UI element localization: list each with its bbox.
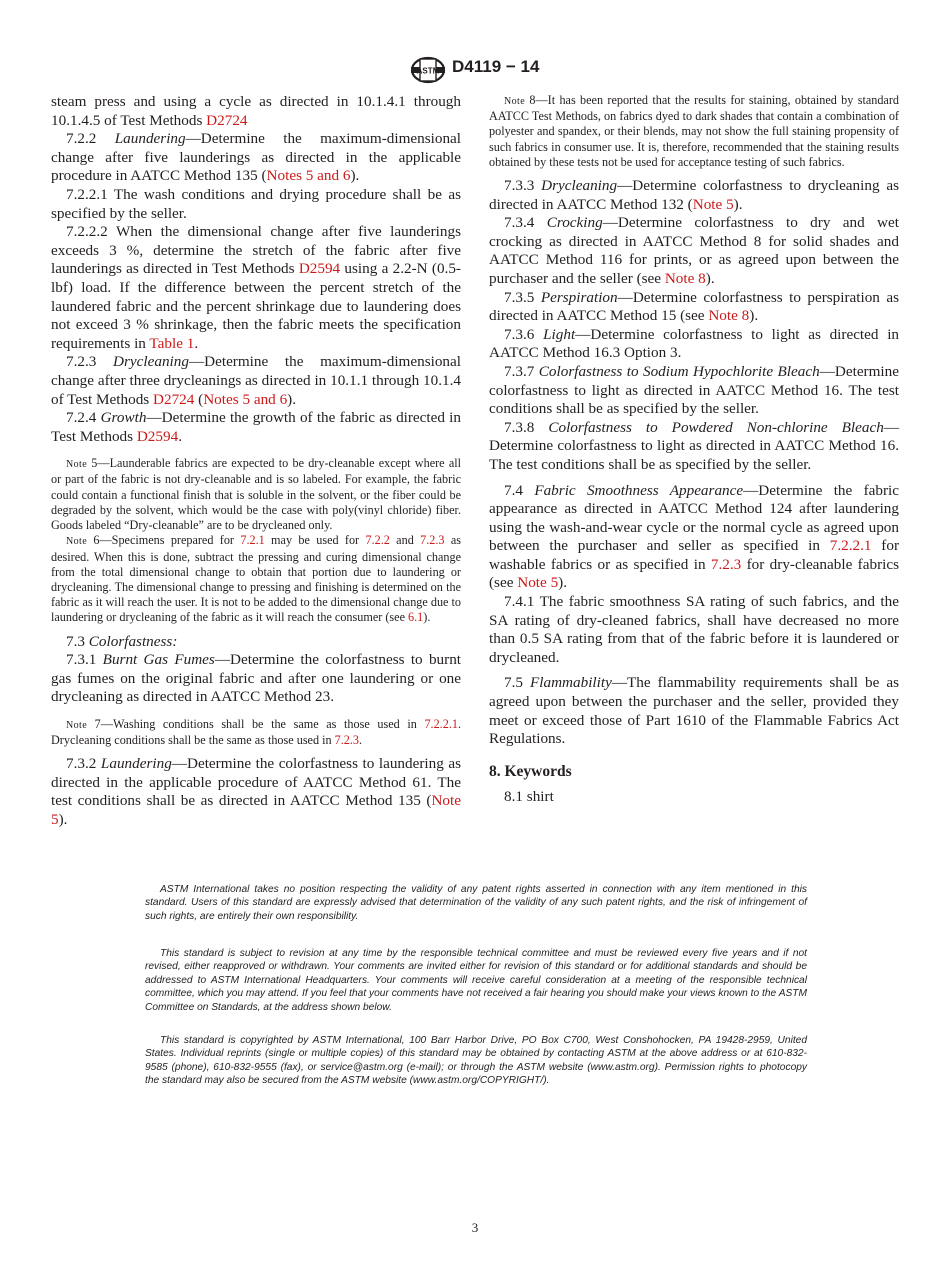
link-7-2-1[interactable]: 7.2.1 bbox=[240, 533, 265, 548]
section-7-3-7: 7.3.7 Colorfastness to Sodium Hypochlorite Bleach—Determine colorfastness to light as directed in AATCC Method 16. The test conditions shall be as specified by the seller. bbox=[489, 362, 899, 418]
section-7-2-2: 7.2.2 Laundering—Determine the maximum-dimensional change after five launderings as directed in the applicable procedure in AATCC Method 135 (Notes 5 and 6). bbox=[51, 130, 461, 185]
link-note-5[interactable]: Note 5 bbox=[51, 792, 461, 829]
link-7-2-2-1[interactable]: 7.2.2.1 bbox=[829, 537, 872, 555]
link-d2594[interactable]: D2594 bbox=[298, 260, 341, 278]
left-column bbox=[51, 93, 461, 830]
astm-logo-icon bbox=[408, 56, 448, 84]
section-7-2-2-1: 7.2.2.1 The wash conditions and drying procedure shall be as specified by the seller. bbox=[51, 185, 461, 222]
section-7-3: 7.3 Colorfastness: bbox=[66, 632, 178, 650]
document-id: D4119 − 14 bbox=[452, 57, 540, 76]
svg-text:ASTM: ASTM bbox=[416, 66, 440, 76]
paragraph: steam press and using a cycle as directed in 10.1.4.1 through 10.1.4.5 of Test Methods D2724 bbox=[51, 93, 461, 129]
link-note-8[interactable]: Note 8 bbox=[664, 269, 706, 287]
revision-notice: This standard is subject to revision at any time by the responsible technical committee and must be reviewed every five years and if not revised, either reapproved or withdrawn. Your comments are invited either for revision of this standard or for additional standards and should be addressed to ASTM International Headquarters. Your comments will receive careful consideration at a meeting of the responsible technical committee, which you may attend. If you feel that your comments have not received a fair hearing you should make your views known to the ASTM Committee on Standards, at the address shown below. bbox=[145, 948, 807, 1013]
link-d2594[interactable]: D2594 bbox=[136, 427, 179, 445]
link-6-1[interactable]: 6.1 bbox=[408, 610, 424, 625]
section-7-2-2-2: 7.2.2.2 When the dimensional change after five launderings exceeds 3 %, determine the stretch of the fabric after five launderings as directed in Test Methods D2594 using a 2.2-N (0.5-lbf) load. If the difference between the percent stretch of the laundered fabric and the percent shrinkage due to laundering does not exceed 3 % shrinkage, then the fabric meets the specification requirements in Table 1. bbox=[51, 223, 461, 352]
section-7-3-5: 7.3.5 Perspiration—Determine colorfastness to perspiration as directed in AATCC Method 15 (see Note 8). bbox=[489, 288, 900, 325]
link-note-8[interactable]: Note 8 bbox=[708, 307, 750, 325]
link-note-5[interactable]: Note 5 bbox=[517, 574, 559, 592]
link-7-2-3[interactable]: 7.2.3 bbox=[710, 555, 742, 573]
section-7-2-3: 7.2.3 Drycleaning—Determine the maximum-dimensional change after three drycleanings as directed in 10.1.1 through 10.1.4 of Test Methods D2724 (Notes 5 and 6). bbox=[51, 353, 461, 408]
link-7-2-3[interactable]: 7.2.3 bbox=[420, 533, 445, 548]
page-number: 3 bbox=[471, 1220, 479, 1235]
link-7-2-2[interactable]: 7.2.2 bbox=[365, 533, 390, 548]
link-table-1[interactable]: Table 1 bbox=[149, 334, 195, 352]
section-7-3-1: 7.3.1 Burnt Gas Fumes—Determine the colorfastness to burnt gas fumes on the original fabric and after one laundering or one drycleaning as directed in AATCC Method 23. bbox=[51, 651, 462, 706]
note-5: Note 5—Launderable fabrics are expected to be dry-cleanable except where all or part of the fabric is not dry-cleanable and is so labeled. For example, the fabric could contain a functional finish that is soluble in the solvent, or the fiber could be degraded by the solvent, which would be the case with poly(vinyl chloride) fiber. Goods labeled “Dry-cleanable” are to be drycleaned only. bbox=[51, 456, 461, 533]
section-7-3-6: 7.3.6 Light—Determine colorfastness to light as directed in AATCC Method 16.3 Option 3. bbox=[489, 325, 900, 362]
link-d2724[interactable]: D2724 bbox=[206, 111, 248, 129]
section-8-heading: 8. Keywords bbox=[489, 762, 572, 780]
page-header bbox=[0, 56, 950, 84]
section-7-3-3: 7.3.3 Drycleaning—Determine colorfastness to drycleaning as directed in AATCC Method 132 (Note 5). bbox=[489, 177, 899, 213]
link-7-2-3[interactable]: 7.2.3 bbox=[334, 733, 360, 748]
copyright-notice: This standard is copyrighted by ASTM International, 100 Barr Harbor Drive, PO Box C700, West Conshohocken, PA 19428-2959, United States. Individual reprints (single or multiple copies) of this standard may be obtained by contacting ASTM at the above address or at 610-832-9585 (phone), 610-832-9555 (fax), or service@astm.org (e-mail); or through the ASTM website (www.astm.org). Permission rights to photocopy the standard may also be secured from the ASTM website (www.astm.org/COPYRIGHT/). bbox=[145, 1035, 807, 1087]
link-note-5[interactable]: Note 5 bbox=[692, 195, 734, 213]
section-7-3-2: 7.3.2 Laundering—Determine the colorfastness to laundering as directed in the applicable procedure of AATCC Method 61. The test conditions shall be as directed in AATCC Method 135 (Note 5). bbox=[51, 755, 461, 829]
note-6: Note 6—Specimens prepared for 7.2.1 may be used for 7.2.2 and 7.2.3 as desired. When this is done, subtract the pressing and curing dimensional change from the total dimensional change to obtain that portion due to laundering or drycleaning. The dimensional change to pressing and finishing is determined on the fabric as it will reach the user. It is not to be added to the dimensional change due to laundering or drycleaning of the fabric as it will reach the consumer (see 6.1). bbox=[51, 533, 461, 625]
section-7-3-4: 7.3.4 Crocking—Determine colorfastness to dry and wet crocking as directed in AATCC Method 8 for solid shades and AATCC Method 116 for prints, or as agreed upon between the purchaser and the seller (see Note 8). bbox=[489, 214, 899, 287]
note-7: Note 7—Washing conditions shall be the same as those used in 7.2.2.1. Drycleaning conditions shall be the same as those used in 7.2.3. bbox=[51, 716, 461, 748]
section-7-5: 7.5 Flammability—The flammability requirements shall be as agreed upon between the purchaser and the seller, provided they meet or exceed those of Part 1610 of the Flammable Fabrics Act Regulations. bbox=[489, 674, 900, 748]
section-7-2-4: 7.2.4 Growth—Determine the growth of the fabric as directed in Test Methods D2594. bbox=[51, 409, 461, 445]
note-8: Note 8—It has been reported that the results for staining, obtained by standard AATCC Test Methods, on fabrics dyed to dark shades that contain a combination of polyester and spandex, or their blends, may not show the full staining propensity of such fabrics in consumer use. It is, therefore, recommended that the staining results obtained by these tests not be used for acceptance testing of such fabrics. bbox=[489, 93, 899, 169]
section-7-4-1: 7.4.1 The fabric smoothness SA rating of such fabrics, and the SA rating of dry-cleaned fabrics, shall have decreased no more than 0.5 SA rating from that of the fabric before it is laundered or drycleaned. bbox=[489, 593, 899, 666]
link-notes-5-6[interactable]: Notes 5 and 6 bbox=[266, 167, 351, 185]
link-7-2-2-1[interactable]: 7.2.2.1 bbox=[424, 716, 458, 731]
link-notes-5-6[interactable]: Notes 5 and 6 bbox=[203, 390, 288, 408]
patent-disclaimer: ASTM International takes no position respecting the validity of any patent rights asserted in connection with any item mentioned in this standard. Users of this standard are expressly advised that determination of the validity of any such patent rights, and the risk of infringement of such rights, are entirely their own responsibility. bbox=[145, 884, 807, 922]
right-column bbox=[489, 93, 899, 807]
section-7-4: 7.4 Fabric Smoothness Appearance—Determine the fabric appearance as directed in AATCC Method 124 after laundering using the wash-and-wear cycle or the normal cycle as agreed upon between the purchaser and seller as specified in 7.2.2.1 for washable fabrics or as specified in 7.2.3 for dry-cleanable fabrics (see Note 5). bbox=[489, 481, 899, 592]
link-d2724[interactable]: D2724 bbox=[153, 390, 195, 408]
section-8-1: 8.1 shirt bbox=[504, 788, 554, 806]
section-7-3-8: 7.3.8 Colorfastness to Powdered Non-chlorine Bleach—Determine colorfastness to light as directed in AATCC Method 16. The test conditions shall be as specified by the seller. bbox=[489, 418, 900, 473]
